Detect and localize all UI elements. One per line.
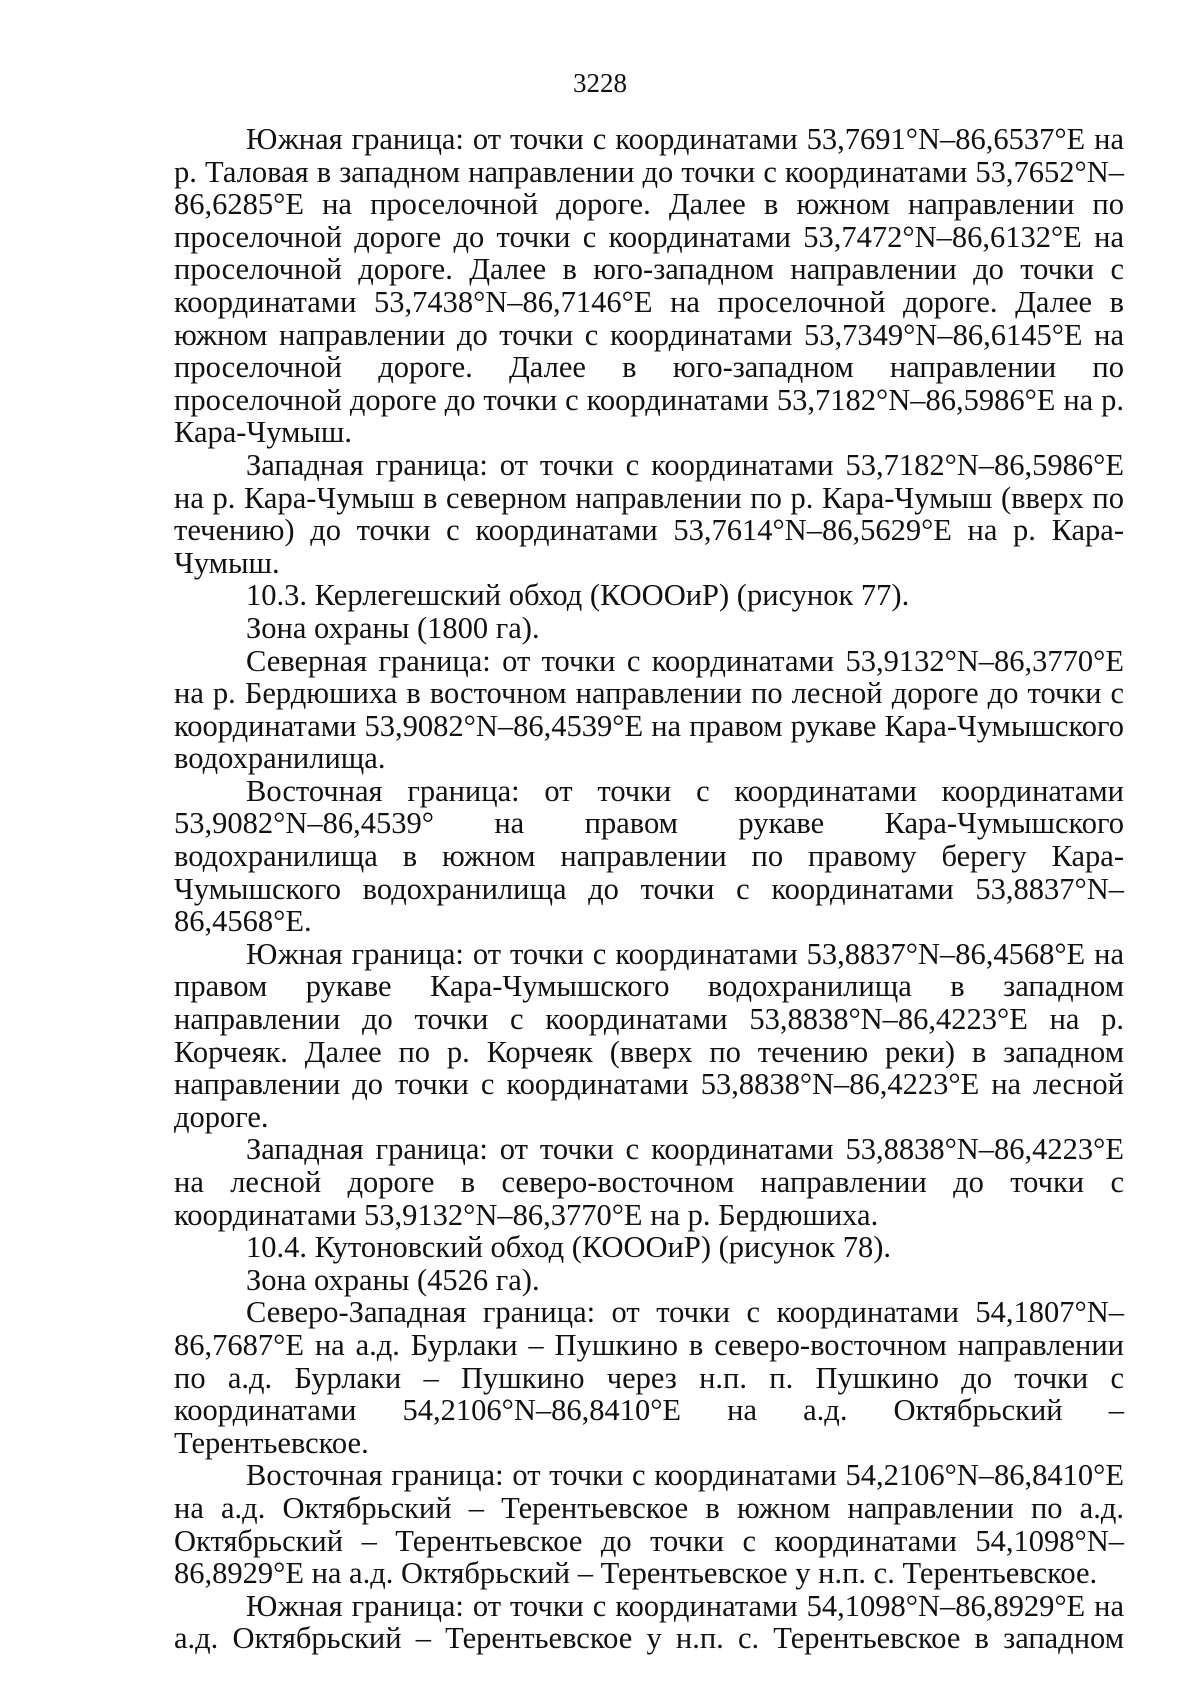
section-heading-10-3: 10.3. Керлегешский обход (КОООиР) (рисунок 77). [246,578,910,613]
paragraph-south-border-2: Южная граница: от точки с координатами 53,8837°N–86,4568°E на правом рукаве Кара-Чумышского водохранилища в западном направлении до точки с координатами 53,8838°N–86,4223°E на р. Корчеяк. Далее по р. Корчеяк (вверх по течению реки) в западном направлении до точки с координатами 53,8838°N–86,4223°E на лесной дороге. [174,936,1124,1134]
protection-zone-10-3: Зона охраны (1800 га). [246,610,540,645]
paragraph-northwest-border-3: Северо-Западная граница: от точки с координатами 54,1807°N–86,7687°E на а.д. Бурлаки – Пушкино в северо-восточном направлении по а.д. Бурлаки – Пушкино через н.п. п. Пушкино до точки с координатами 54,2106°N–86,8410°E на а.д. Октябрьский – Терентьевское. [174,1295,1124,1460]
paragraph-north-border-2: Северная граница: от точки с координатами 53,9132°N–86,3770°E на р. Бердюшиха в восточном направлении по лесной дороге до точки с координатами 53,9082°N–86,4539°E на правом рукаве Кара-Чумышского водохранилища. [174,643,1124,776]
paragraph-west-border-1: Западная граница: от точки с координатами 53,7182°N–86,5986°E на р. Кара-Чумыш в северном направлении по р. Кара-Чумыш (вверх по течению) до точки с координатами 53,7614°N–86,5629°E на р. Кара-Чумыш. [174,447,1124,580]
protection-zone-10-4: Зона охраны (4526 га). [246,1262,540,1297]
paragraph-east-border-2: Восточная граница: от точки с координатами координатами 53,9082°N–86,4539° на правом рукаве Кара-Чумышского водохранилища в южном направлении по правому берегу Кара-Чумышского водохранилища до точки с координатами 53,8837°N–86,4568°E. [174,773,1124,939]
document-body [174,123,1124,1655]
paragraph-south-border-3: Южная граница: от точки с координатами 54,1098°N–86,8929°E на а.д. Октябрьский – Терентьевское у н.п. с. Терентьевское в западном [174,1588,1124,1656]
paragraph-west-border-2: Западная граница: от точки с координатами 53,8838°N–86,4223°E на лесной дороге в северо-восточном направлении до точки с координатами 53,9132°N–86,3770°E на р. Бердюшиха. [174,1132,1124,1232]
section-heading-10-4: 10.4. Кутоновский обход (КОООиР) (рисунок 78). [246,1230,892,1265]
paragraph-east-border-3: Восточная граница: от точки с координатами 54,2106°N–86,8410°E на а.д. Октябрьский – Терентьевское в южном направлении по а.д. Октябрьский – Терентьевское до точки с координатами 54,1098°N–86,8929°E на а.д. Октябрьский – Терентьевское у н.п. с. Терентьевское. [174,1458,1124,1591]
paragraph-south-border-1: Южная граница: от точки с координатами 53,7691°N–86,6537°E на р. Таловая в западном направлении до точки с координатами 53,7652°N–86,6285°E на проселочной дороге. Далее в южном направлении по проселочной дороге до точки с координатами 53,7472°N–86,6132°E на проселочной дороге. Далее в юго-западном направлении до точки с координатами 53,7438°N–86,7146°E на проселочной дороге. Далее в южном направлении до точки с координатами 53,7349°N–86,6145°E на проселочной дороге. Далее в юго-западном направлении по проселочной дороге до точки с координатами 53,7182°N–86,5986°E на р. Кара-Чумыш. [174,122,1124,450]
page-number: 3228 [573,68,627,98]
